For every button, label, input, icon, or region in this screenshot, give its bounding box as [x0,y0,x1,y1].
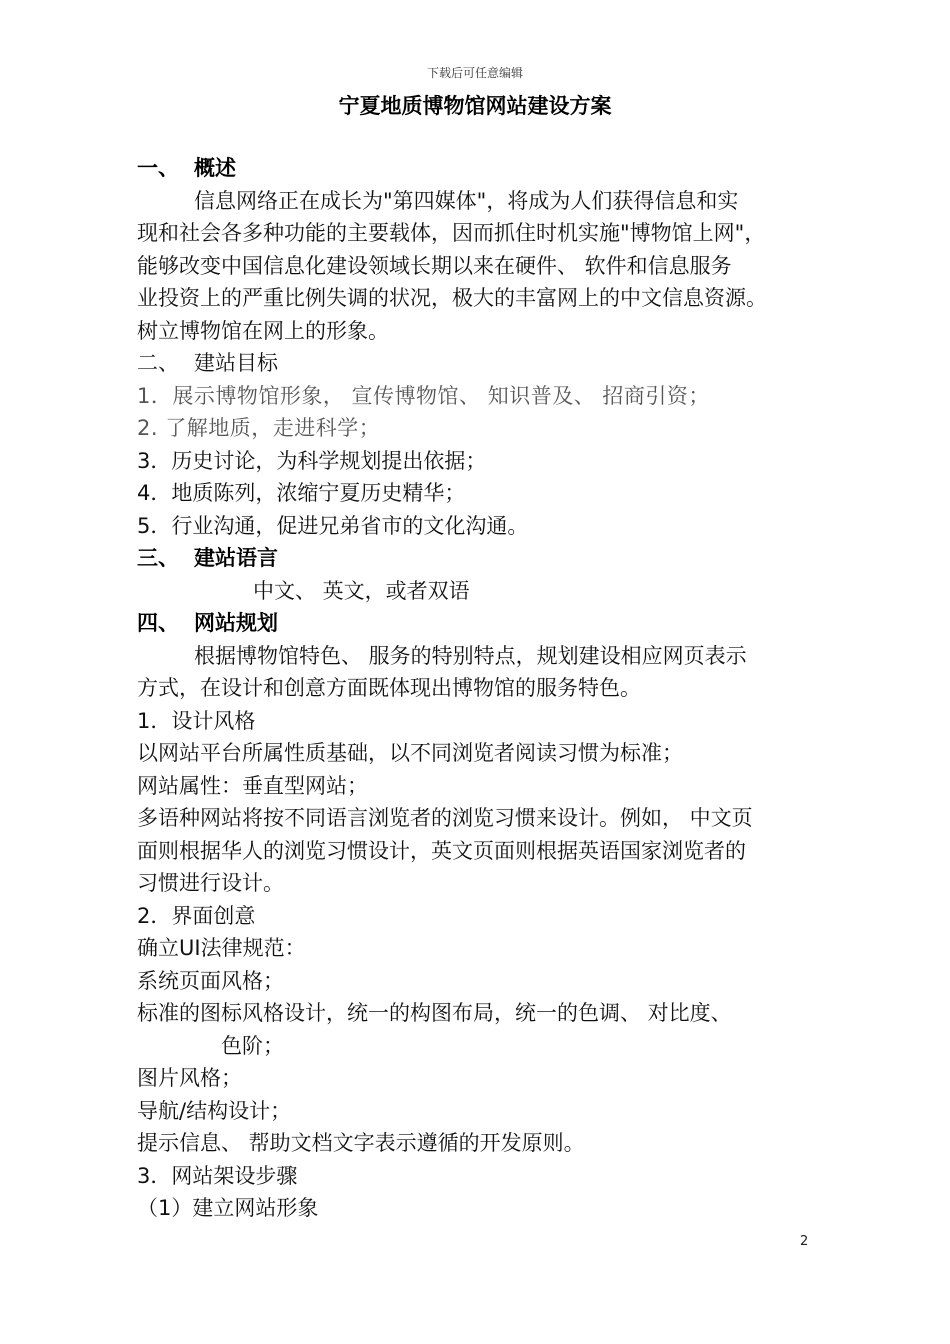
section-number: 二、 [137,351,179,375]
paragraph-line: 方式，在设计和创意方面既体现出博物馆的服务特色。 [137,676,641,700]
section-number: 四、 [137,611,179,635]
document-title: 宁夏地质博物馆网站建设方案 [338,94,612,118]
section-title: 建站目标 [194,351,278,375]
list-item: 5．行业沟通，促进兄弟省市的文化沟通。 [137,513,529,538]
section-heading-planning [137,607,827,640]
page-number: 2 [800,1234,809,1249]
paragraph-line: 能够改变中国信息化建设领域长期以来在硬件、 软件和信息服务 [137,253,732,278]
paragraph-line: 提示信息、 帮助文档文字表示遵循的开发原则。 [137,1131,585,1155]
paragraph-line: 系统页面风格； [137,968,284,993]
paragraph-line: （1）建立网站形象 [137,1196,319,1220]
paragraph-line: 信息网络正在成长为"第四媒体"，将成为人们获得信息和实 [194,188,739,213]
section-number: 一、 [137,156,179,180]
paragraph-line: 树立博物馆在网上的形象。 [137,318,389,343]
paragraph-line: 以网站平台所属性质基础，以不同浏览者阅读习惯为标准； [137,741,683,765]
subsection-title: 3．网站架设步骤 [137,1163,298,1188]
paragraph-line: 图片风格； [137,1066,242,1090]
paragraph-line: 确立UI法律规范： [137,936,306,960]
list-item: 4．地质陈列，浓缩宁夏历史精华； [137,481,466,505]
section-title: 建站语言 [194,546,278,570]
section-heading-goals [137,347,827,380]
subsection-title: 1．设计风格 [137,708,256,733]
paragraph-line: 网站属性：垂直型网站； [137,773,368,798]
paragraph-line: 中文、 英文，或者双语 [253,578,470,603]
list-item: 1．展示博物馆形象， 宣传博物馆、 知识普及、 招商引资； [137,383,710,408]
subsection-title: 2．界面创意 [137,903,256,928]
list-item: 2. 了解地质，走进科学； [137,416,381,440]
paragraph-line: 根据博物馆特色、 服务的特别特点，规划建设相应网页表示 [194,643,747,668]
paragraph-line: 面则根据华人的浏览习惯设计，英文页面则根据英语国家浏览者的 [137,838,746,863]
paragraph-line: 导航/结构设计； [137,1098,292,1123]
section-title: 概述 [194,156,236,180]
paragraph-line: 色阶； [221,1033,284,1058]
paragraph-line: 现和社会各多种功能的主要载体，因而抓住时机实施"博物馆上网"， [137,221,766,245]
section-heading-overview [137,152,827,185]
paragraph-line: 多语种网站将按不同语言浏览者的浏览习惯来设计。例如， 中文页 [137,806,753,830]
list-item: 3．历史讨论，为科学规划提出依据； [137,448,487,473]
paragraph-line: 标准的图标风格设计，统一的构图布局，统一的色调、 对比度、 [137,1001,732,1025]
paragraph-line: 习惯进行设计。 [137,871,284,895]
header-note: 下载后可任意编辑 [426,66,523,80]
section-title: 网站规划 [194,611,278,635]
document-body [137,152,827,1225]
section-heading-language [137,542,827,575]
section-number: 三、 [137,546,179,570]
paragraph-line: 业投资上的严重比例失调的状况，极大的丰富网上的中文信息资源。 [137,286,767,310]
